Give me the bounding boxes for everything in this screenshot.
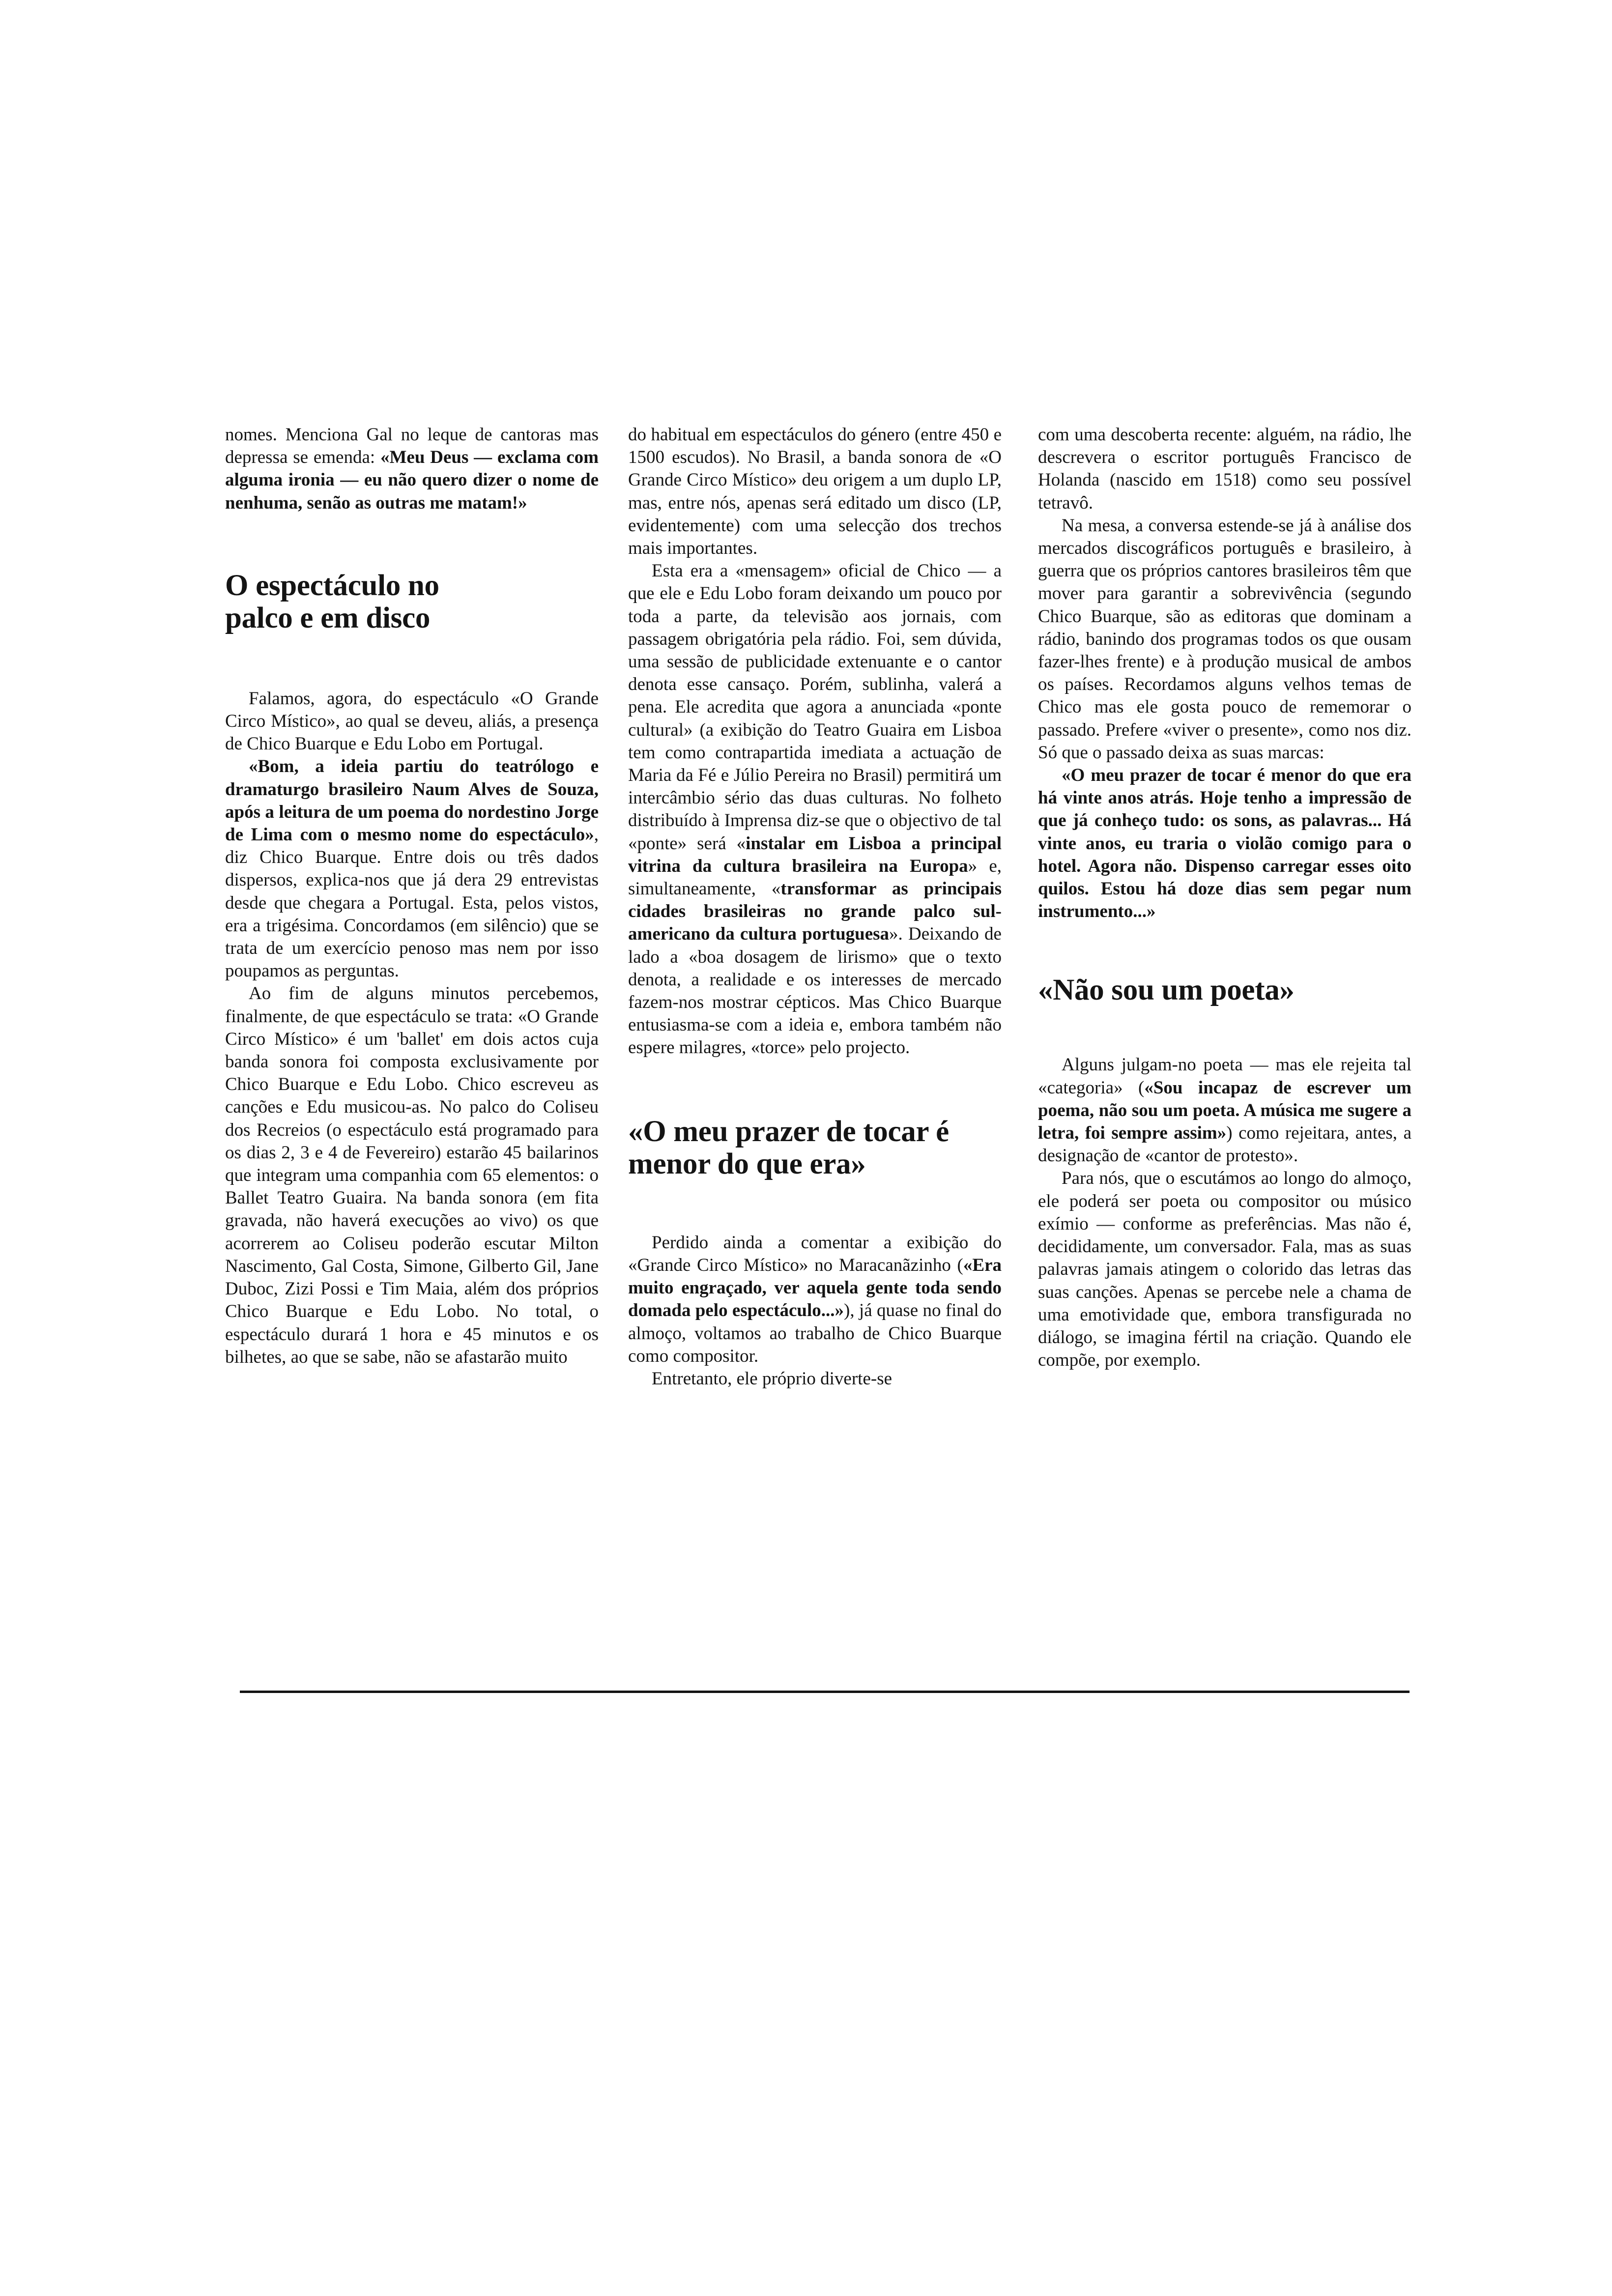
quote-bold: transformar as principais cidades brasileiras no grande palco sul-americano da cultura portuguesa — [628, 879, 1002, 945]
paragraph: Esta era a «mensagem» oficial de Chico — a que ele e Edu Lobo foram deixando um pouco por toda a parte, da televisão aos jornais, com passagem obrigatória pela rádio. Foi, sem dúvida, uma sessão de publicidade extenuante e o cantor denota esse cansaço. Porém, sublinha, valerá a pena. Ele acredita que agora a anunciada «ponte cultural» (a exibição do Teatro Guaira em Lisboa tem como contrapartida imediata a actuação de Maria da Fé e Júlio Pereira no Brasil) permitirá um intercâmbio sério das duas culturas. No folheto distribuído à Imprensa diz-se que o objectivo de tal «ponte» será «instalar em Lisboa a principal vitrina da cultura brasileira na Europa» e, simultaneamente, «transformar as principais cidades brasileiras no grande palco sul-americano da cultura portuguesa». Deixando de lado a «boa dosagem de lirismo» que o texto denota, a realidade e os interesses de mercado fazem-nos mostrar cépticos. Mas Chico Buarque entusiasma-se com a ideia e, embora também não espere milagres, «torce» pelo projecto. — [628, 561, 1002, 1058]
paragraph: Ao fim de alguns minutos percebemos, finalmente, de que espectáculo se trata: «O Grande Circo Místico» é um 'ballet' em dois actos cuja banda sonora foi composta exclusivamente por Chico Buarque e Edu Lobo. Chico escreveu as canções e Edu musicou-as. No palco do Coliseu dos Recreios (o espectáculo está programado para os dias 2, 3 e 4 de Fevereiro) estarão 45 bailarinos que integram uma companhia com 65 elementos: o Ballet Teatro Guaira. Na banda sonora (em fita gravada, não haverá execuções ao vivo) os que acorrerem ao Coliseu poderão escutar Milton Nascimento, Gal Costa, Simone, Gilberto Gil, Jane Duboc, Zizi Possi e Tim Maia, além dos próprios Chico Buarque e Edu Lobo. No total, o espectáculo durará 1 hora e 45 minutos e os bilhetes, ao que se sabe, não se afastarão muito — [225, 983, 599, 1367]
paragraph: Para nós, que o escutámos ao longo do almoço, ele poderá ser poeta ou compositor ou músico exímio — conforme as preferências. Mas não é, decididamente, um conversador. Fala, mas as suas palavras jamais atingem o colorido das letras das suas canções. Apenas se percebe nele a chama de uma emotividade que, embora transfigurada no diálogo, se imagina fértil na criação. Quando ele compõe, por exemplo. — [1038, 1168, 1411, 1371]
paragraph: Na mesa, a conversa estende-se já à análise dos mercados discográficos português e brasileiro, à guerra que os próprios cantores brasileiros têm que mover para garantir a sobrevivência (segundo Chico Buarque, são as editoras que dominam a rádio, banindo dos programas todos os que ousam fazer-lhes frente) e à produção musical de ambos os países. Recordamos alguns velhos temas de Chico mas ele gosta pouco de rememorar o passado. Prefere «viver o presente», como nos diz. Só que o passado deixa as suas marcas: — [1038, 515, 1411, 763]
quote-paragraph — [1038, 764, 1411, 923]
paragraph: «Bom, a ideia partiu do teatrólogo e dramaturgo brasileiro Naum Alves de Souza, após a leitura de um poema do nordestino Jorge de Lima com o mesmo nome do espectáculo», diz Chico Buarque. Entre dois ou três dados dispersos, explica-nos que já dera 29 entrevistas desde que chegara a Portugal. Esta, pelos vistos, era a trigésima. Concordamos (em silêncio) que se trata de um exercício penoso mas nem por isso poupamos as perguntas. — [225, 756, 599, 981]
paragraph: nomes. Menciona Gal no leque de cantoras mas depressa se emenda: «Meu Deus — exclama com alguma ironia — eu não quero dizer o nome de nenhuma, senão as outras me matam!» — [225, 425, 599, 513]
quote-bold: instalar em Lisboa a principal vitrina da cultura brasileira na Europa — [628, 833, 1002, 876]
section-heading-poeta: «Não sou um poeta» — [1038, 974, 1295, 1007]
quote-bold: «O meu prazer de tocar é menor do que era há vinte anos atrás. Hoje tenho a impressão de que já conheço tudo: os sons, as palavras... Há vinte anos, eu traria o violão comigo para o hotel. Agora não. Dispenso carregar esses oito quilos. Estou há doze dias sem pegar num instrumento...» — [1038, 765, 1411, 922]
article-column-2 — [628, 424, 1002, 1390]
paragraph: Entretanto, ele próprio diverte-se — [652, 1368, 892, 1389]
section-heading-prazer: «O meu prazer de tocar é menor do que era» — [628, 1115, 949, 1180]
quote-bold: «Meu Deus — exclama com alguma ironia — eu não quero dizer o nome de nenhuma, senão as outras me matam!» — [225, 447, 599, 513]
paragraph: Falamos, agora, do espectáculo «O Grande Circo Místico», ao qual se deveu, aliás, a presença de Chico Buarque e Edu Lobo em Portugal. — [225, 688, 599, 754]
paragraph: com uma descoberta recente: alguém, na rádio, lhe descrevera o escritor português Francisco de Holanda (nascido em 1518) como seu possível tetravô. — [1038, 425, 1411, 513]
article-column-1 — [225, 424, 599, 1369]
quote-bold: «Bom, a ideia partiu do teatrólogo e dramaturgo brasileiro Naum Alves de Souza, após a leitura de um poema do nordestino Jorge de Lima com o mesmo nome do espectáculo» — [225, 756, 599, 845]
paragraph: do habitual em espectáculos do género (entre 450 e 1500 escudos). No Brasil, a banda sonora de «O Grande Circo Místico» deu origem a um duplo LP, mas, entre nós, apenas será editado um disco (LP, evidentemente) com uma selecção dos trechos mais importantes. — [628, 425, 1002, 559]
article-column-3 — [1038, 424, 1411, 1372]
quote-bold: «Era muito engraçado, ver aquela gente toda sendo domada pelo espectáculo...» — [628, 1255, 1002, 1321]
paragraph: Alguns julgam-no poeta — mas ele rejeita tal «categoria» («Sou incapaz de escrever um poema, não sou um poeta. A música me sugere a letra, foi sempre assim») como rejeitara, antes, a designação de «cantor de protesto». — [1038, 1055, 1412, 1166]
section-heading-espectaculo: O espectáculo no palco e em disco — [225, 569, 439, 634]
bottom-rule — [240, 1691, 1410, 1693]
paragraph: Perdido ainda a comentar a exibição do «Grande Circo Místico» no Maracanãzinho («Era muito engraçado, ver aquela gente toda sendo domada pelo espectáculo...»), já quase no final do almoço, voltamos ao trabalho de Chico Buarque como compositor. — [628, 1232, 1002, 1366]
quote-bold: «Sou incapaz de escrever um poema, não sou um poeta. A música me sugere a letra, foi sempre assim» — [1038, 1077, 1411, 1144]
